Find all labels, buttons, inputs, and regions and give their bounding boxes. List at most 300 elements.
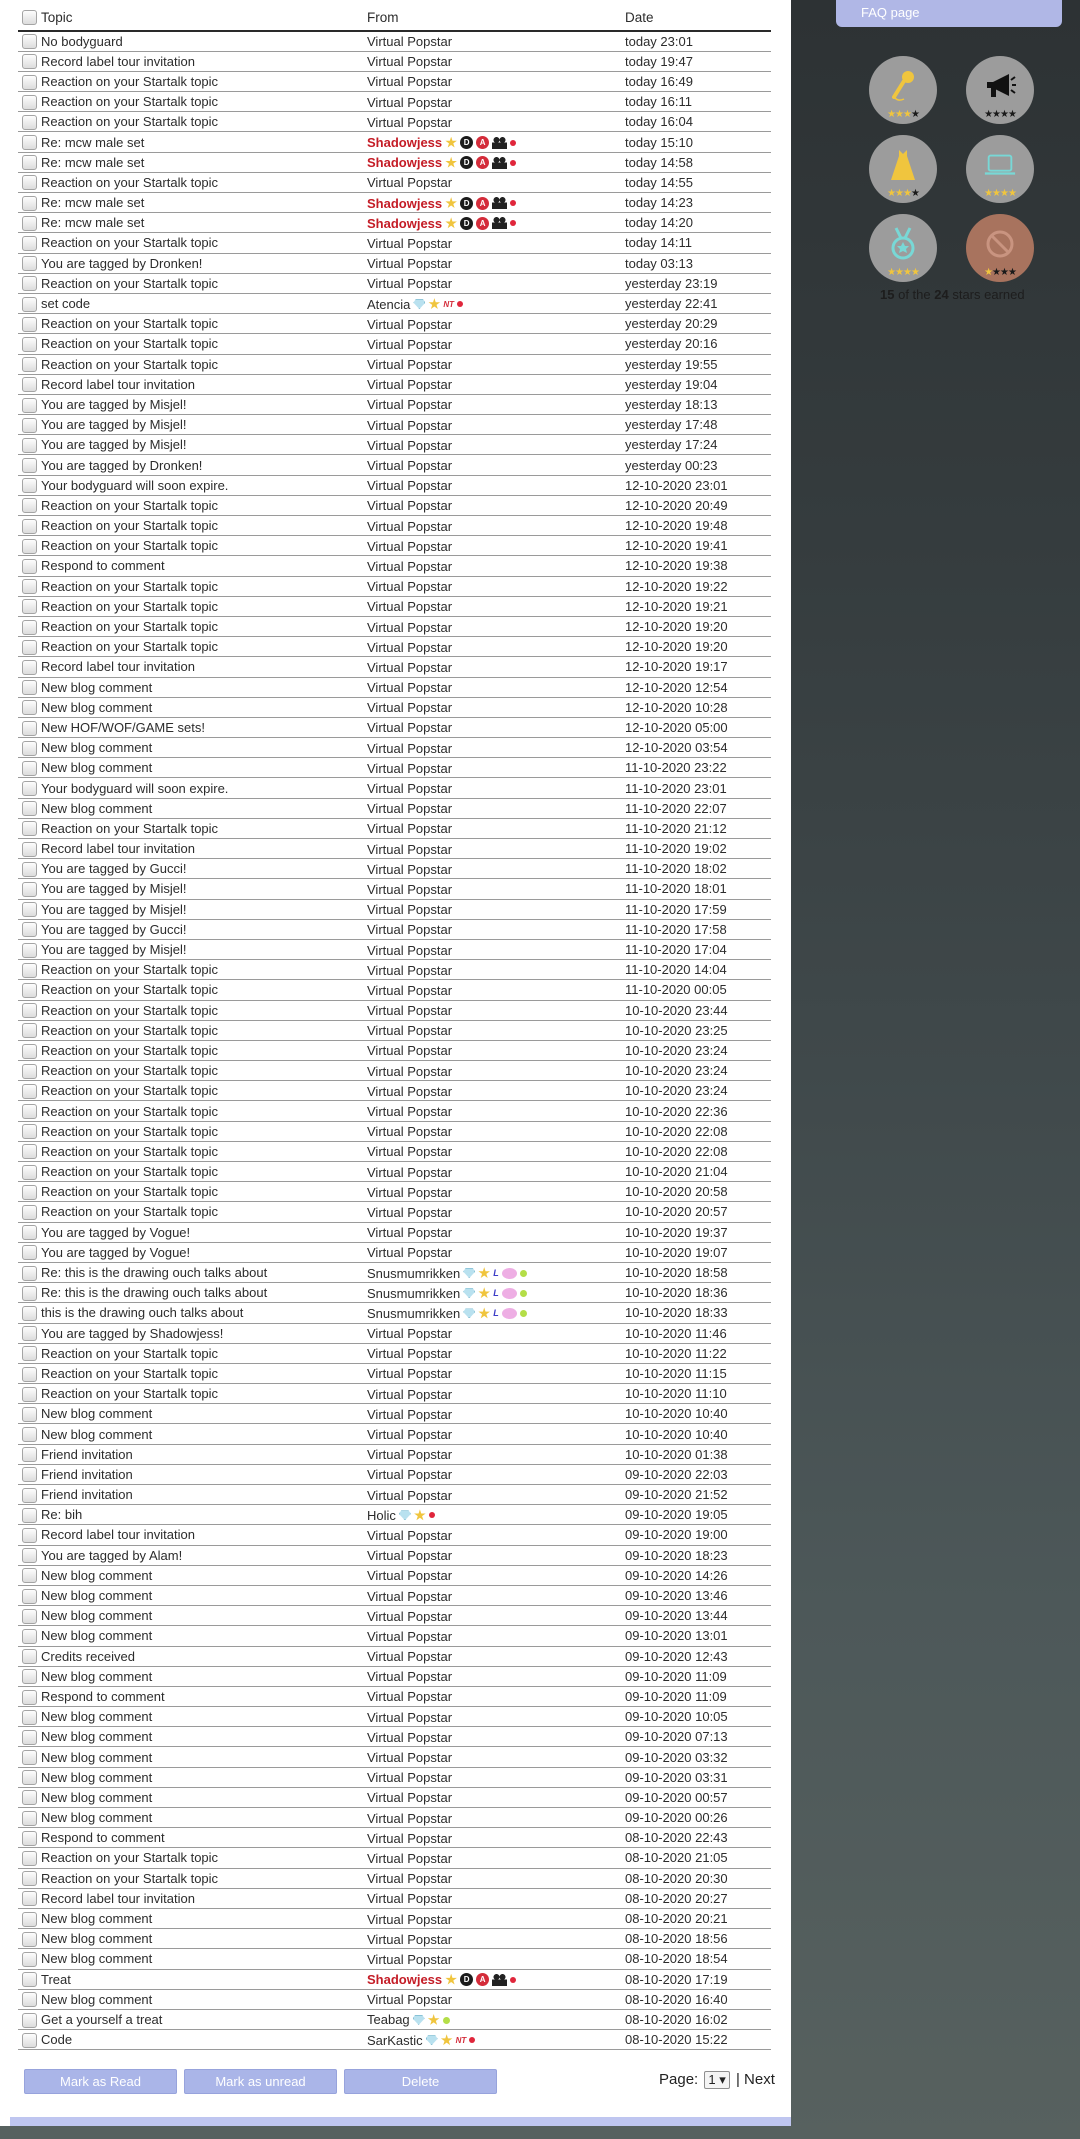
topic-link[interactable]: You are tagged by Misjel! bbox=[41, 394, 367, 414]
table-row[interactable] bbox=[18, 92, 771, 112]
table-row[interactable] bbox=[18, 1646, 771, 1666]
sender-name[interactable]: Shadowjess bbox=[367, 195, 443, 211]
row-checkbox[interactable] bbox=[22, 54, 37, 69]
topic-link[interactable]: New blog comment bbox=[41, 1787, 367, 1807]
sender-name[interactable]: Virtual Popstar bbox=[367, 1568, 453, 1584]
sender-name[interactable]: Virtual Popstar bbox=[367, 1528, 453, 1543]
table-row[interactable] bbox=[18, 415, 771, 435]
topic-link[interactable]: New blog comment bbox=[41, 1565, 367, 1585]
row-checkbox[interactable] bbox=[22, 1669, 37, 1684]
sender-name[interactable]: Virtual Popstar bbox=[367, 1931, 453, 1947]
next-page-link[interactable]: Next bbox=[744, 2071, 775, 2088]
table-row[interactable] bbox=[18, 1000, 771, 1020]
table-row[interactable] bbox=[18, 213, 771, 233]
sender-name[interactable]: Shadowjess bbox=[367, 135, 443, 151]
table-row[interactable] bbox=[18, 435, 771, 455]
sender-name[interactable]: Virtual Popstar bbox=[367, 1104, 453, 1120]
topic-link[interactable]: Re: mcw male set bbox=[41, 193, 367, 213]
table-row[interactable] bbox=[18, 798, 771, 818]
topic-link[interactable]: Reaction on your Startalk topic bbox=[41, 516, 367, 536]
row-checkbox[interactable] bbox=[22, 821, 37, 836]
faq-page-button[interactable]: FAQ page bbox=[836, 0, 1062, 27]
row-checkbox[interactable] bbox=[22, 963, 37, 978]
sender-name[interactable]: Shadowjess bbox=[367, 215, 443, 231]
table-row[interactable] bbox=[18, 1121, 771, 1141]
row-checkbox[interactable] bbox=[22, 155, 37, 170]
table-row[interactable] bbox=[18, 1989, 771, 2009]
sender-name[interactable]: Virtual Popstar bbox=[367, 801, 453, 817]
table-row[interactable] bbox=[18, 1828, 771, 1848]
table-row[interactable] bbox=[18, 1727, 771, 1747]
sender-name[interactable]: Virtual Popstar bbox=[367, 478, 453, 494]
topic-link[interactable]: Reaction on your Startalk topic bbox=[41, 1040, 367, 1060]
row-checkbox[interactable] bbox=[22, 862, 37, 877]
topic-link[interactable]: set code bbox=[41, 293, 367, 313]
row-checkbox[interactable] bbox=[22, 75, 37, 90]
sender-name[interactable]: Virtual Popstar bbox=[367, 1366, 453, 1382]
sender-name[interactable]: Teabag bbox=[367, 2012, 410, 2028]
row-checkbox[interactable] bbox=[22, 418, 37, 433]
table-row[interactable] bbox=[18, 536, 771, 556]
sender-name[interactable]: Virtual Popstar bbox=[367, 659, 453, 675]
table-row[interactable] bbox=[18, 1323, 771, 1343]
sender-name[interactable]: Virtual Popstar bbox=[367, 700, 453, 716]
sender-name[interactable]: Virtual Popstar bbox=[367, 34, 453, 50]
row-checkbox[interactable] bbox=[22, 761, 37, 776]
row-checkbox[interactable] bbox=[22, 902, 37, 917]
topic-link[interactable]: New HOF/WOF/GAME sets! bbox=[41, 717, 367, 737]
sender-name[interactable]: Virtual Popstar bbox=[367, 1750, 453, 1766]
row-checkbox[interactable] bbox=[22, 438, 37, 453]
topic-link[interactable]: Friend invitation bbox=[41, 1444, 367, 1464]
table-row[interactable] bbox=[18, 960, 771, 980]
sender-name[interactable]: Virtual Popstar bbox=[367, 1770, 453, 1786]
sender-name[interactable]: Virtual Popstar bbox=[367, 1427, 453, 1443]
sender-name[interactable]: Virtual Popstar bbox=[367, 1628, 453, 1644]
topic-link[interactable]: Respond to comment bbox=[41, 1828, 367, 1848]
sender-name[interactable]: Virtual Popstar bbox=[367, 1124, 453, 1140]
row-checkbox[interactable] bbox=[22, 236, 37, 251]
table-row[interactable] bbox=[18, 51, 771, 71]
topic-link[interactable]: Reaction on your Startalk topic bbox=[41, 92, 367, 112]
topic-link[interactable]: You are tagged by Alam! bbox=[41, 1545, 367, 1565]
row-checkbox[interactable] bbox=[22, 1750, 37, 1765]
sender-name[interactable]: Virtual Popstar bbox=[367, 922, 453, 938]
topic-link[interactable]: Reaction on your Startalk topic bbox=[41, 71, 367, 91]
table-row[interactable] bbox=[18, 1363, 771, 1383]
sender-name[interactable]: Virtual Popstar bbox=[367, 1406, 453, 1422]
topic-column-header[interactable]: Topic bbox=[41, 4, 367, 31]
sender-name[interactable]: Virtual Popstar bbox=[367, 94, 453, 110]
sender-name[interactable]: Virtual Popstar bbox=[367, 1689, 453, 1705]
row-checkbox[interactable] bbox=[22, 2013, 37, 2028]
table-row[interactable] bbox=[18, 253, 771, 273]
row-checkbox[interactable] bbox=[22, 1972, 37, 1987]
sender-name[interactable]: Virtual Popstar bbox=[367, 1326, 453, 1342]
table-row[interactable] bbox=[18, 193, 771, 213]
from-column-header[interactable]: From bbox=[367, 4, 625, 31]
topic-link[interactable]: Respond to comment bbox=[41, 556, 367, 576]
topic-link[interactable]: No bodyguard bbox=[41, 31, 367, 51]
topic-link[interactable]: You are tagged by Vogue! bbox=[41, 1222, 367, 1242]
row-checkbox[interactable] bbox=[22, 983, 37, 998]
topic-link[interactable]: Reaction on your Startalk topic bbox=[41, 596, 367, 616]
topic-link[interactable]: Reaction on your Startalk topic bbox=[41, 576, 367, 596]
table-row[interactable] bbox=[18, 939, 771, 959]
topic-link[interactable]: New blog comment bbox=[41, 1606, 367, 1626]
table-row[interactable] bbox=[18, 1101, 771, 1121]
table-row[interactable] bbox=[18, 818, 771, 838]
row-checkbox[interactable] bbox=[22, 1730, 37, 1745]
sender-name[interactable]: Virtual Popstar bbox=[367, 982, 453, 998]
table-row[interactable] bbox=[18, 697, 771, 717]
topic-link[interactable]: New blog comment bbox=[41, 1727, 367, 1747]
table-row[interactable] bbox=[18, 1525, 771, 1545]
sender-name[interactable]: Virtual Popstar bbox=[367, 1608, 453, 1624]
table-row[interactable] bbox=[18, 1182, 771, 1202]
topic-link[interactable]: Reaction on your Startalk topic bbox=[41, 1061, 367, 1081]
row-checkbox[interactable] bbox=[22, 478, 37, 493]
topic-link[interactable]: Reaction on your Startalk topic bbox=[41, 172, 367, 192]
topic-link[interactable]: New blog comment bbox=[41, 697, 367, 717]
table-row[interactable] bbox=[18, 717, 771, 737]
sender-name[interactable]: Virtual Popstar bbox=[367, 437, 453, 453]
topic-link[interactable]: Reaction on your Startalk topic bbox=[41, 1182, 367, 1202]
row-checkbox[interactable] bbox=[22, 1488, 37, 1503]
topic-link[interactable]: Record label tour invitation bbox=[41, 839, 367, 859]
topic-link[interactable]: Reaction on your Startalk topic bbox=[41, 495, 367, 515]
topic-link[interactable]: New blog comment bbox=[41, 798, 367, 818]
sender-name[interactable]: Virtual Popstar bbox=[367, 1911, 453, 1927]
row-checkbox[interactable] bbox=[22, 1790, 37, 1805]
sender-name[interactable]: Virtual Popstar bbox=[367, 1810, 453, 1826]
sender-name[interactable]: Virtual Popstar bbox=[367, 1709, 453, 1725]
table-row[interactable] bbox=[18, 899, 771, 919]
topic-link[interactable]: Your bodyguard will soon expire. bbox=[41, 475, 367, 495]
table-row[interactable] bbox=[18, 314, 771, 334]
row-checkbox[interactable] bbox=[22, 1548, 37, 1563]
table-row[interactable] bbox=[18, 2030, 771, 2050]
topic-link[interactable]: Re: mcw male set bbox=[41, 132, 367, 152]
row-checkbox[interactable] bbox=[22, 1932, 37, 1947]
row-checkbox[interactable] bbox=[22, 175, 37, 190]
sender-name[interactable]: Virtual Popstar bbox=[367, 1871, 453, 1887]
topic-link[interactable]: New blog comment bbox=[41, 1626, 367, 1646]
sender-name[interactable]: Virtual Popstar bbox=[367, 1487, 453, 1503]
row-checkbox[interactable] bbox=[22, 539, 37, 554]
row-checkbox[interactable] bbox=[22, 943, 37, 958]
row-checkbox[interactable] bbox=[22, 1346, 37, 1361]
topic-link[interactable]: New blog comment bbox=[41, 677, 367, 697]
row-checkbox[interactable] bbox=[22, 579, 37, 594]
row-checkbox[interactable] bbox=[22, 1044, 37, 1059]
table-row[interactable] bbox=[18, 273, 771, 293]
table-row[interactable] bbox=[18, 1162, 771, 1182]
sender-name[interactable]: Virtual Popstar bbox=[367, 1043, 453, 1059]
award-badge[interactable] bbox=[869, 135, 937, 203]
topic-link[interactable]: You are tagged by Shadowjess! bbox=[41, 1323, 367, 1343]
row-checkbox[interactable] bbox=[22, 1528, 37, 1543]
row-checkbox[interactable] bbox=[22, 741, 37, 756]
row-checkbox[interactable] bbox=[22, 1367, 37, 1382]
row-checkbox[interactable] bbox=[22, 317, 37, 332]
award-badge[interactable] bbox=[966, 214, 1034, 282]
row-checkbox[interactable] bbox=[22, 1447, 37, 1462]
table-row[interactable] bbox=[18, 1061, 771, 1081]
row-checkbox[interactable] bbox=[22, 377, 37, 392]
sender-name[interactable]: Virtual Popstar bbox=[367, 1891, 453, 1907]
sender-name[interactable]: Virtual Popstar bbox=[367, 1548, 453, 1564]
topic-link[interactable]: Get a yourself a treat bbox=[41, 2009, 367, 2029]
table-row[interactable] bbox=[18, 1444, 771, 1464]
topic-link[interactable]: New blog comment bbox=[41, 1908, 367, 1928]
topic-link[interactable]: New blog comment bbox=[41, 1808, 367, 1828]
table-row[interactable] bbox=[18, 1020, 771, 1040]
row-checkbox[interactable] bbox=[22, 398, 37, 413]
topic-link[interactable]: Reaction on your Startalk topic bbox=[41, 1121, 367, 1141]
topic-link[interactable]: Reaction on your Startalk topic bbox=[41, 1000, 367, 1020]
sender-name[interactable]: Virtual Popstar bbox=[367, 256, 453, 272]
table-row[interactable] bbox=[18, 1202, 771, 1222]
sender-name[interactable]: Virtual Popstar bbox=[367, 417, 453, 433]
table-row[interactable] bbox=[18, 879, 771, 899]
topic-link[interactable]: Reaction on your Startalk topic bbox=[41, 1020, 367, 1040]
table-row[interactable] bbox=[18, 919, 771, 939]
row-checkbox[interactable] bbox=[22, 357, 37, 372]
row-checkbox[interactable] bbox=[22, 1871, 37, 1886]
table-row[interactable] bbox=[18, 1585, 771, 1605]
sender-name[interactable]: Virtual Popstar bbox=[367, 458, 453, 474]
row-checkbox[interactable] bbox=[22, 1185, 37, 1200]
sender-name[interactable]: Virtual Popstar bbox=[367, 518, 453, 534]
sender-name[interactable]: Snusmumrikken bbox=[367, 1265, 461, 1281]
topic-link[interactable]: New blog comment bbox=[41, 1747, 367, 1767]
topic-link[interactable]: Re: mcw male set bbox=[41, 213, 367, 233]
row-checkbox[interactable] bbox=[22, 135, 37, 150]
table-row[interactable] bbox=[18, 657, 771, 677]
table-row[interactable] bbox=[18, 839, 771, 859]
sender-name[interactable]: Virtual Popstar bbox=[367, 1225, 453, 1241]
topic-link[interactable]: Reaction on your Startalk topic bbox=[41, 960, 367, 980]
row-checkbox[interactable] bbox=[22, 216, 37, 231]
table-row[interactable] bbox=[18, 738, 771, 758]
topic-link[interactable]: You are tagged by Dronken! bbox=[41, 253, 367, 273]
table-row[interactable] bbox=[18, 293, 771, 313]
sender-name[interactable]: Virtual Popstar bbox=[367, 740, 453, 756]
table-row[interactable] bbox=[18, 1606, 771, 1626]
topic-link[interactable]: Your bodyguard will soon expire. bbox=[41, 778, 367, 798]
topic-link[interactable]: Reaction on your Startalk topic bbox=[41, 536, 367, 556]
award-badge[interactable] bbox=[869, 214, 937, 282]
row-checkbox[interactable] bbox=[22, 1952, 37, 1967]
table-row[interactable] bbox=[18, 1505, 771, 1525]
topic-link[interactable]: Reaction on your Startalk topic bbox=[41, 273, 367, 293]
table-row[interactable] bbox=[18, 1424, 771, 1444]
table-row[interactable] bbox=[18, 2009, 771, 2029]
table-row[interactable] bbox=[18, 1404, 771, 1424]
table-row[interactable] bbox=[18, 1767, 771, 1787]
table-row[interactable] bbox=[18, 71, 771, 91]
table-row[interactable] bbox=[18, 495, 771, 515]
table-row[interactable] bbox=[18, 576, 771, 596]
sender-name[interactable]: Virtual Popstar bbox=[367, 639, 453, 655]
row-checkbox[interactable] bbox=[22, 781, 37, 796]
sender-name[interactable]: Virtual Popstar bbox=[367, 74, 453, 90]
sender-name[interactable]: Virtual Popstar bbox=[367, 861, 453, 877]
table-row[interactable] bbox=[18, 172, 771, 192]
table-row[interactable] bbox=[18, 1848, 771, 1868]
sender-name[interactable]: Virtual Popstar bbox=[367, 902, 453, 918]
row-checkbox[interactable] bbox=[22, 1508, 37, 1523]
sender-name[interactable]: Virtual Popstar bbox=[367, 1184, 453, 1200]
table-row[interactable] bbox=[18, 616, 771, 636]
mark-as-unread-button[interactable]: Mark as unread bbox=[184, 2069, 337, 2094]
table-row[interactable] bbox=[18, 758, 771, 778]
award-badge[interactable] bbox=[869, 56, 937, 124]
topic-link[interactable]: New blog comment bbox=[41, 1424, 367, 1444]
table-row[interactable] bbox=[18, 1565, 771, 1585]
sender-name[interactable]: Virtual Popstar bbox=[367, 538, 453, 554]
topic-link[interactable]: New blog comment bbox=[41, 738, 367, 758]
row-checkbox[interactable] bbox=[22, 620, 37, 635]
topic-link[interactable]: New blog comment bbox=[41, 1929, 367, 1949]
topic-link[interactable]: Friend invitation bbox=[41, 1485, 367, 1505]
table-row[interactable] bbox=[18, 132, 771, 152]
topic-link[interactable]: You are tagged by Misjel! bbox=[41, 899, 367, 919]
row-checkbox[interactable] bbox=[22, 1811, 37, 1826]
row-checkbox[interactable] bbox=[22, 1205, 37, 1220]
sender-name[interactable]: Virtual Popstar bbox=[367, 579, 453, 595]
sender-name[interactable]: Virtual Popstar bbox=[367, 175, 453, 191]
row-checkbox[interactable] bbox=[22, 1467, 37, 1482]
topic-link[interactable]: Reaction on your Startalk topic bbox=[41, 637, 367, 657]
row-checkbox[interactable] bbox=[22, 721, 37, 736]
row-checkbox[interactable] bbox=[22, 599, 37, 614]
row-checkbox[interactable] bbox=[22, 1165, 37, 1180]
table-row[interactable] bbox=[18, 1141, 771, 1161]
table-row[interactable] bbox=[18, 1242, 771, 1262]
table-row[interactable] bbox=[18, 1303, 771, 1323]
table-row[interactable] bbox=[18, 1081, 771, 1101]
sender-name[interactable]: Holic bbox=[367, 1507, 396, 1523]
row-checkbox[interactable] bbox=[22, 519, 37, 534]
row-checkbox[interactable] bbox=[22, 1427, 37, 1442]
sender-name[interactable]: Virtual Popstar bbox=[367, 1386, 453, 1402]
table-row[interactable] bbox=[18, 1384, 771, 1404]
row-checkbox[interactable] bbox=[22, 196, 37, 211]
row-checkbox[interactable] bbox=[22, 680, 37, 695]
sender-name[interactable]: Virtual Popstar bbox=[367, 962, 453, 978]
row-checkbox[interactable] bbox=[22, 882, 37, 897]
row-checkbox[interactable] bbox=[22, 922, 37, 937]
row-checkbox[interactable] bbox=[22, 1891, 37, 1906]
topic-link[interactable]: New blog comment bbox=[41, 1989, 367, 2009]
row-checkbox[interactable] bbox=[22, 115, 37, 130]
topic-link[interactable]: You are tagged by Dronken! bbox=[41, 455, 367, 475]
topic-link[interactable]: You are tagged by Misjel! bbox=[41, 415, 367, 435]
row-checkbox[interactable] bbox=[22, 498, 37, 513]
sender-name[interactable]: Virtual Popstar bbox=[367, 720, 453, 736]
row-checkbox[interactable] bbox=[22, 276, 37, 291]
topic-link[interactable]: Respond to comment bbox=[41, 1686, 367, 1706]
table-row[interactable] bbox=[18, 31, 771, 51]
table-row[interactable] bbox=[18, 637, 771, 657]
table-row[interactable] bbox=[18, 1929, 771, 1949]
sender-name[interactable]: Virtual Popstar bbox=[367, 336, 453, 352]
sender-name[interactable]: Virtual Popstar bbox=[367, 377, 453, 393]
topic-link[interactable]: Record label tour invitation bbox=[41, 1888, 367, 1908]
sender-name[interactable]: Virtual Popstar bbox=[367, 1447, 453, 1463]
row-checkbox[interactable] bbox=[22, 1306, 37, 1321]
delete-button[interactable]: Delete bbox=[344, 2069, 497, 2094]
row-checkbox[interactable] bbox=[22, 1568, 37, 1583]
table-row[interactable] bbox=[18, 1808, 771, 1828]
row-checkbox[interactable] bbox=[22, 1144, 37, 1159]
table-row[interactable] bbox=[18, 1262, 771, 1282]
row-checkbox[interactable] bbox=[22, 1609, 37, 1624]
sender-name[interactable]: Virtual Popstar bbox=[367, 1830, 453, 1846]
row-checkbox[interactable] bbox=[22, 801, 37, 816]
topic-link[interactable]: Record label tour invitation bbox=[41, 657, 367, 677]
sender-name[interactable]: Virtual Popstar bbox=[367, 1992, 453, 2008]
table-row[interactable] bbox=[18, 1787, 771, 1807]
table-row[interactable] bbox=[18, 677, 771, 697]
row-checkbox[interactable] bbox=[22, 559, 37, 574]
topic-link[interactable]: Reaction on your Startalk topic bbox=[41, 818, 367, 838]
sender-name[interactable]: Virtual Popstar bbox=[367, 1003, 453, 1019]
row-checkbox[interactable] bbox=[22, 1770, 37, 1785]
sender-name[interactable]: Virtual Popstar bbox=[367, 1083, 453, 1099]
sender-name[interactable]: Snusmumrikken bbox=[367, 1285, 461, 1301]
sender-name[interactable]: Virtual Popstar bbox=[367, 559, 453, 574]
sender-name[interactable]: Snusmumrikken bbox=[367, 1305, 461, 1321]
topic-link[interactable]: Reaction on your Startalk topic bbox=[41, 616, 367, 636]
table-row[interactable] bbox=[18, 1040, 771, 1060]
topic-link[interactable]: Credits received bbox=[41, 1646, 367, 1666]
row-checkbox[interactable] bbox=[22, 1649, 37, 1664]
sender-name[interactable]: Virtual Popstar bbox=[367, 1063, 453, 1079]
table-row[interactable] bbox=[18, 516, 771, 536]
row-checkbox[interactable] bbox=[22, 1084, 37, 1099]
row-checkbox[interactable] bbox=[22, 1124, 37, 1139]
table-row[interactable] bbox=[18, 354, 771, 374]
table-row[interactable] bbox=[18, 112, 771, 132]
topic-link[interactable]: You are tagged by Misjel! bbox=[41, 939, 367, 959]
table-row[interactable] bbox=[18, 1888, 771, 1908]
row-checkbox[interactable] bbox=[22, 1690, 37, 1705]
sender-name[interactable]: Virtual Popstar bbox=[367, 1164, 453, 1180]
topic-link[interactable]: You are tagged by Gucci! bbox=[41, 859, 367, 879]
sender-name[interactable]: Virtual Popstar bbox=[367, 1729, 453, 1745]
topic-link[interactable]: New blog comment bbox=[41, 758, 367, 778]
sender-name[interactable]: Virtual Popstar bbox=[367, 1669, 453, 1685]
row-checkbox[interactable] bbox=[22, 1851, 37, 1866]
topic-link[interactable]: Reaction on your Startalk topic bbox=[41, 334, 367, 354]
sender-name[interactable]: Virtual Popstar bbox=[367, 498, 453, 514]
topic-link[interactable]: New blog comment bbox=[41, 1404, 367, 1424]
topic-link[interactable]: Record label tour invitation bbox=[41, 1525, 367, 1545]
table-row[interactable] bbox=[18, 1969, 771, 1989]
table-row[interactable] bbox=[18, 1343, 771, 1363]
row-checkbox[interactable] bbox=[22, 700, 37, 715]
sender-name[interactable]: Virtual Popstar bbox=[367, 821, 453, 837]
topic-link[interactable]: Reaction on your Startalk topic bbox=[41, 233, 367, 253]
topic-link[interactable]: Re: bih bbox=[41, 1505, 367, 1525]
topic-link[interactable]: You are tagged by Gucci! bbox=[41, 919, 367, 939]
topic-link[interactable]: New blog comment bbox=[41, 1767, 367, 1787]
row-checkbox[interactable] bbox=[22, 1286, 37, 1301]
sender-name[interactable]: Virtual Popstar bbox=[367, 760, 453, 776]
